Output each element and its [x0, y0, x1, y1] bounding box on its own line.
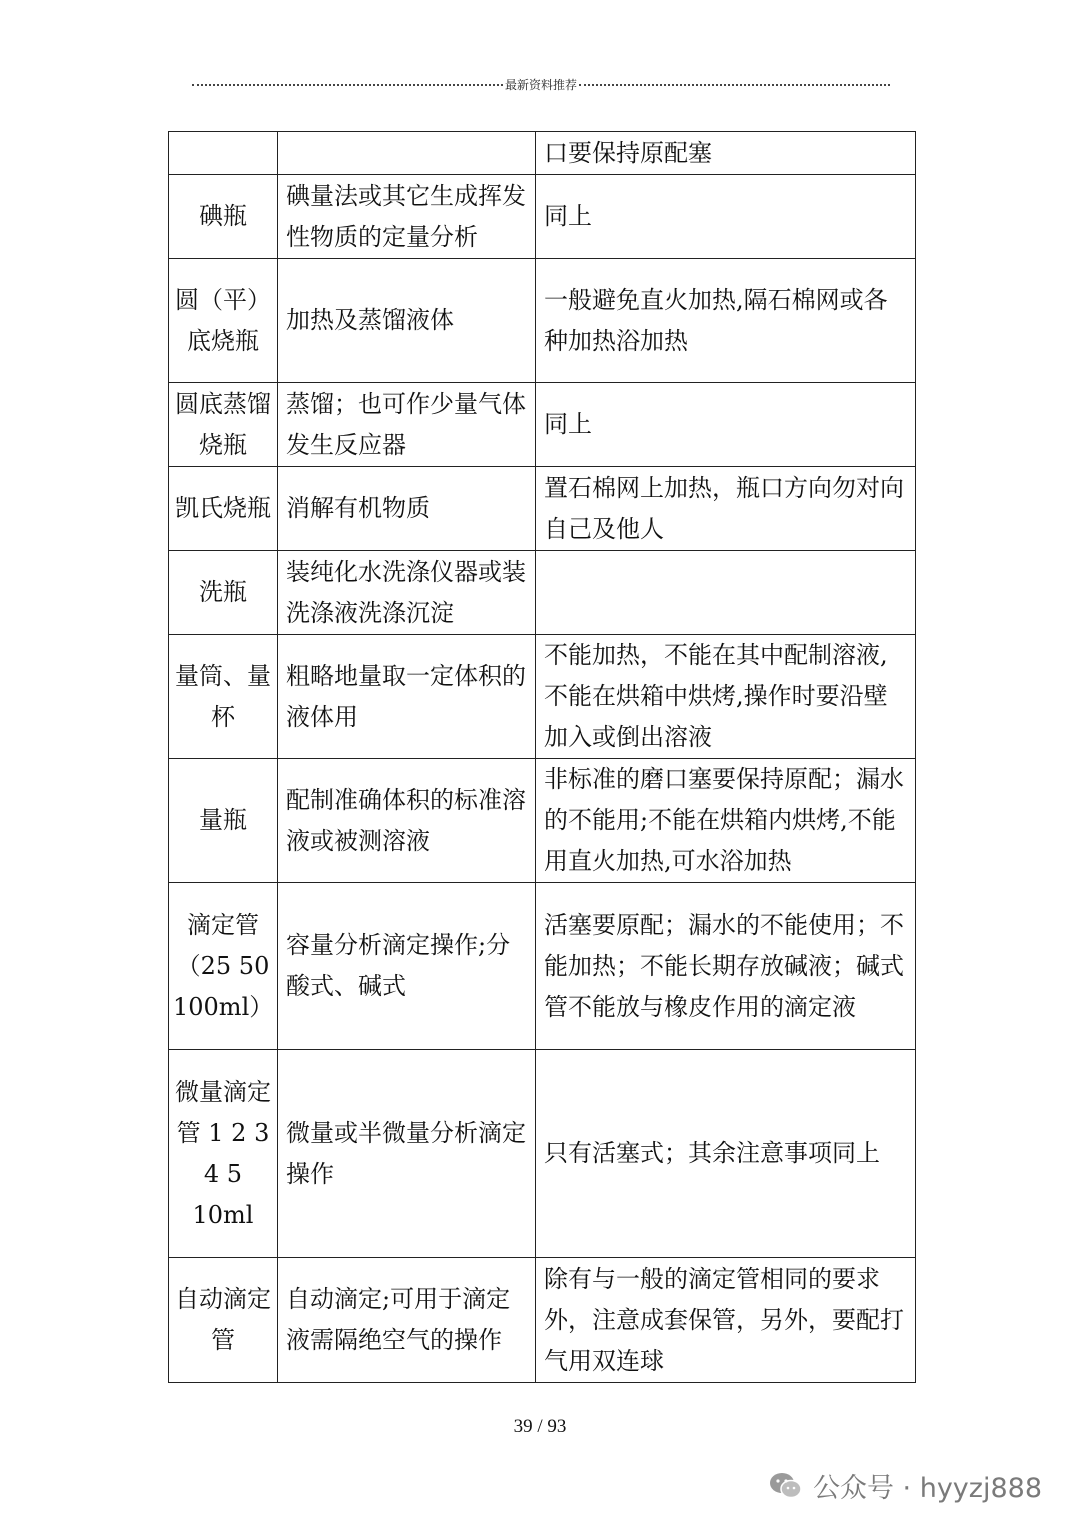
cell-use: 装纯化水洗涤仪器或装洗涤液洗涤沉淀 [278, 551, 536, 635]
watermark-text: 公众号 · hyyzj888 [812, 1473, 1042, 1504]
cell-name [169, 132, 278, 175]
cell-use: 加热及蒸馏液体 [278, 259, 536, 383]
cell-use: 配制准确体积的标准溶液或被测溶液 [278, 759, 536, 883]
cell-name: 凯氏烧瓶 [169, 467, 278, 551]
cell-name: 量瓶 [169, 759, 278, 883]
cell-name: 洗瓶 [169, 551, 278, 635]
cell-use: 粗略地量取一定体积的液体用 [278, 635, 536, 759]
cell-use: 微量或半微量分析滴定操作 [278, 1050, 536, 1258]
cell-notes: 置石棉网上加热，瓶口方向勿对向自己及他人 [536, 467, 916, 551]
watermark [769, 1466, 1042, 1505]
table-row [169, 883, 916, 1050]
cell-use: 蒸馏；也可作少量气体发生反应器 [278, 383, 536, 467]
header-dots-left [192, 84, 503, 86]
cell-notes: 一般避免直火加热,隔石棉网或各种加热浴加热 [536, 259, 916, 383]
table-row [169, 1050, 916, 1258]
table-row [169, 132, 916, 175]
cell-name: 微量滴定管 1 2 3 4 5 10ml [169, 1050, 278, 1258]
table-row [169, 259, 916, 383]
table-row [169, 383, 916, 467]
cell-notes: 不能加热，不能在其中配制溶液,不能在烘箱中烘烤,操作时要沿壁加入或倒出溶液 [536, 635, 916, 759]
header-text: 最新资料推荐 [505, 78, 578, 92]
cell-name: 碘瓶 [169, 175, 278, 259]
table-row [169, 1258, 916, 1383]
page-header [192, 76, 890, 93]
cell-notes: 同上 [536, 383, 916, 467]
wechat-icon [769, 1471, 803, 1501]
table-row [169, 551, 916, 635]
cell-use [278, 132, 536, 175]
cell-use: 消解有机物质 [278, 467, 536, 551]
table-row [169, 467, 916, 551]
cell-notes: 活塞要原配；漏水的不能使用；不能加热；不能长期存放碱液；碱式管不能放与橡皮作用的滴定液 [536, 883, 916, 1050]
cell-notes: 只有活塞式；其余注意事项同上 [536, 1050, 916, 1258]
cell-name: 圆底蒸馏烧瓶 [169, 383, 278, 467]
table-row [169, 635, 916, 759]
cell-use: 碘量法或其它生成挥发性物质的定量分析 [278, 175, 536, 259]
cell-notes: 口要保持原配塞 [536, 132, 916, 175]
cell-use: 自动滴定;可用于滴定液需隔绝空气的操作 [278, 1258, 536, 1383]
cell-name: 自动滴定管 [169, 1258, 278, 1383]
cell-name: 量筒、量杯 [169, 635, 278, 759]
table-row [169, 759, 916, 883]
page-number: 39 / 93 [513, 1416, 567, 1437]
cell-use: 容量分析滴定操作;分酸式、碱式 [278, 883, 536, 1050]
header-dots-right [579, 84, 890, 86]
cell-notes [536, 551, 916, 635]
table-row [169, 175, 916, 259]
cell-notes: 非标准的磨口塞要保持原配；漏水的不能用;不能在烘箱内烘烤,不能用直火加热,可水浴加热 [536, 759, 916, 883]
cell-name: 滴定管（25 50 100ml） [169, 883, 278, 1050]
cell-notes: 除有与一般的滴定管相同的要求外，注意成套保管，另外，要配打气用双连球 [536, 1258, 916, 1383]
cell-notes: 同上 [536, 175, 916, 259]
cell-name: 圆（平）底烧瓶 [169, 259, 278, 383]
instrument-table [168, 131, 916, 1383]
